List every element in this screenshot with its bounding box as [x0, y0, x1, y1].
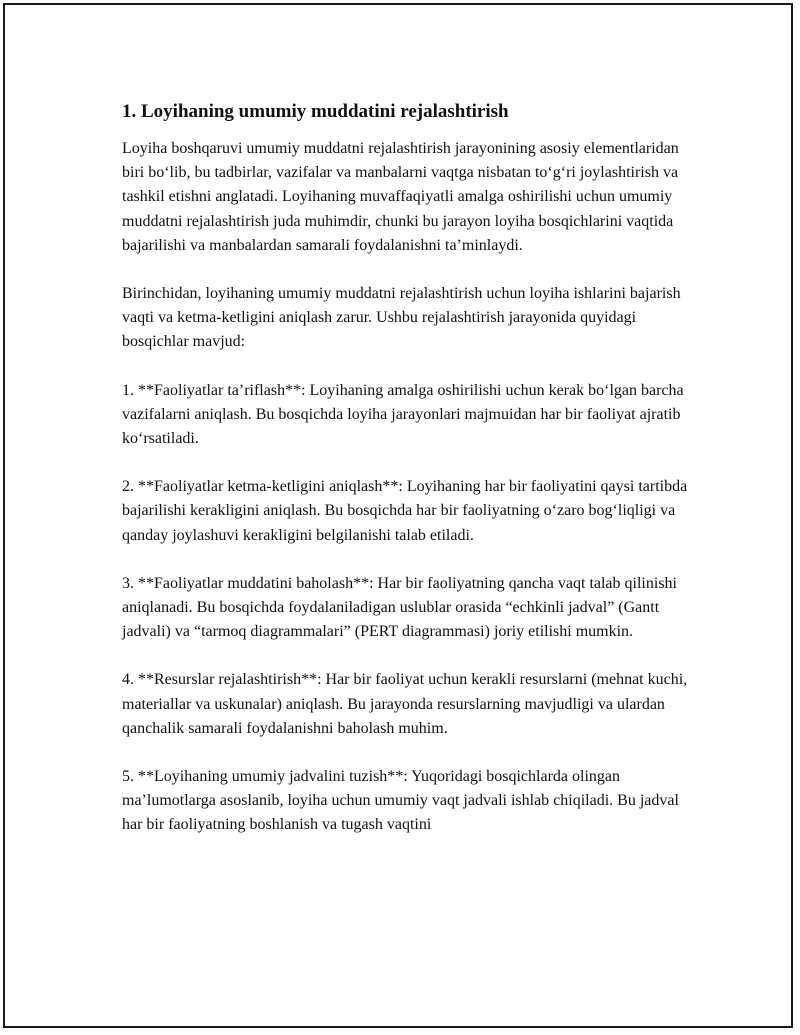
paragraph-intro: Loyiha boshqaruvi umumiy muddatni rejalashtirish jarayonining asosiy elementlaridan biri bo‘lib, bu tadbirlar, vazifalar va manbalarni vaqtga nisbatan to‘g‘ri joylashtirish va tashkil etishni anglatadi. Loyihaning muvaffaqiyatli amalga oshirilishi uchun umumiy muddatni rejalashtirish juda muhimdir, chunki bu jarayon loyiha bosqichlarini vaqtida bajarilishi va manbalardan samarali foydalanishni ta’minlaydi.: [122, 140, 679, 254]
section-heading: 1. Loyihaning umumiy muddatini rejalashtirish: [122, 101, 509, 122]
list-item-activities-sequence: 2. **Faoliyatlar ketma-ketligini aniqlash**: Loyihaning har bir faoliyatini qaysi tartibda bajarilishi kerakligini aniqlash. Bu bosqichda har bir faoliyatning o‘zaro bog‘liqligi va qanday joylashuvi kerakligini belgilanishi talab etiladi.: [122, 478, 688, 544]
page-frame: [3, 3, 793, 1028]
paragraph-first: Birinchidan, loyihaning umumiy muddatni rejalashtirish uchun loyiha ishlarini bajarish vaqti va ketma-ketligini aniqlash zarur. Ushbu rejalashtirish jarayonida quyidagi bosqichlar mavjud:: [122, 285, 681, 351]
list-item-resource-planning: 4. **Resurslar rejalashtirish**: Har bir faoliyat uchun kerakli resurslarni (mehnat kuchi, materiallar va uskunalar) aniqlash. Bu jarayonda resurslarning mavjudligi va ulardan qanchalik samarali foydalanishni baholash muhim.: [122, 671, 688, 737]
list-item-activities-duration: 3. **Faoliyatlar muddatini baholash**: Har bir faoliyatning qancha vaqt talab qilinishi aniqlanadi. Bu bosqichda foydalaniladigan uslublar orasida “echkinli jadval” (Gantt jadvali) va “tarmoq diagrammalari” (PERT diagrammasi) joriy etilishi mumkin.: [122, 574, 677, 641]
document-body: [122, 99, 692, 862]
list-item-overall-schedule: 5. **Loyihaning umumiy jadvalini tuzish**: Yuqoridagi bosqichlarda olingan ma’lumotlarga asoslanib, loyiha uchun umumiy vaqt jadvali ishlab chiqiladi. Bu jadval har bir faoliyatning boshlanish va tugash vaqtini: [122, 768, 679, 834]
list-item-activities-definition: 1. **Faoliyatlar ta’riflash**: Loyihaning amalga oshirilishi uchun kerak bo‘lgan barcha vazifalarni aniqlash. Bu bosqichda loyiha jarayonlari majmuidan har bir faoliyat ajratib ko‘rsatiladi.: [122, 381, 684, 448]
